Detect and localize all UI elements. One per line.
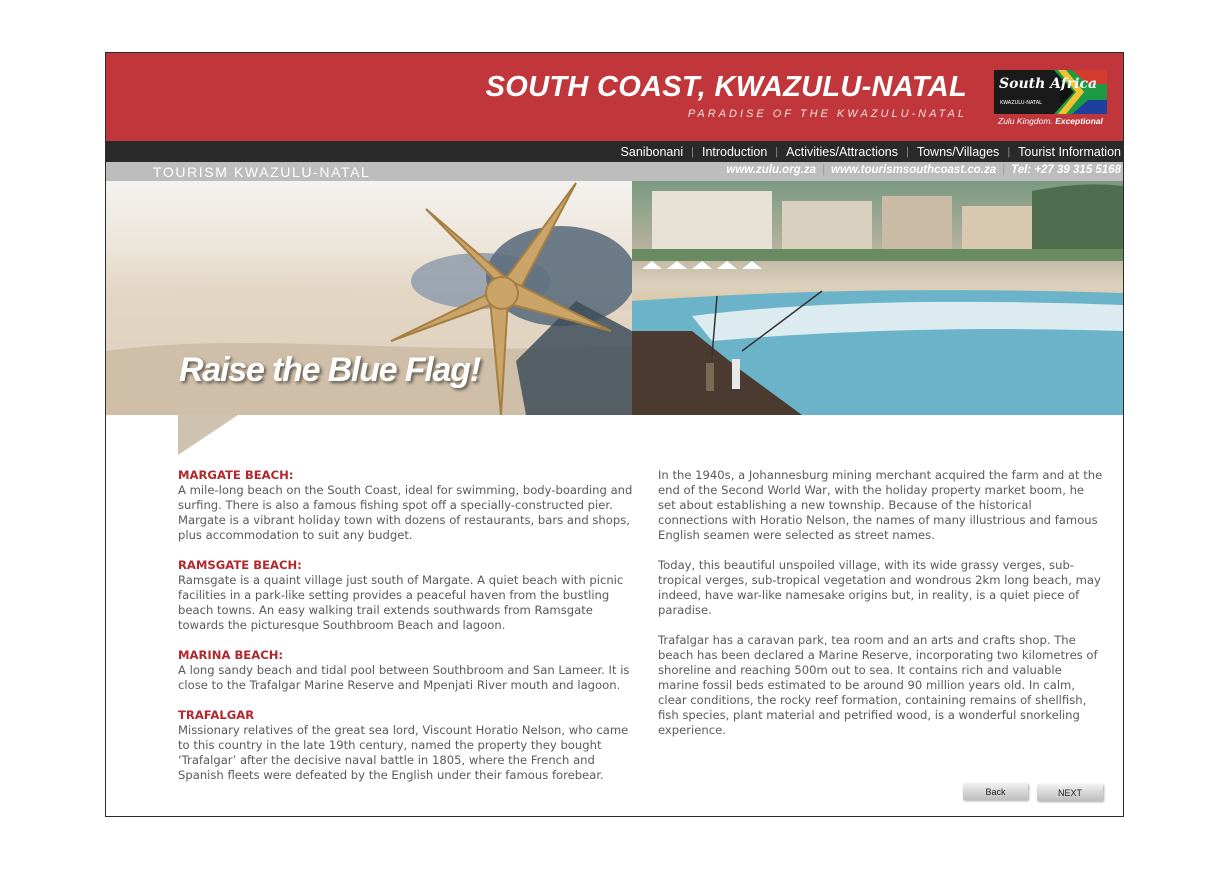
main-nav-bar <box>106 141 1123 162</box>
section-title: MARGATE BEACH: <box>178 468 294 482</box>
right-column <box>658 468 1104 753</box>
left-column <box>178 468 640 798</box>
nav-item-sanibonani[interactable]: Sanibonani <box>620 144 684 159</box>
nav-item-towns[interactable]: Towns/Villages <box>916 144 1000 159</box>
main-nav <box>621 141 1121 162</box>
header-banner <box>106 53 1123 141</box>
section-marina <box>178 648 640 693</box>
tagline-plain: Zulu Kingdom. <box>998 116 1053 126</box>
section-title: RAMSGATE BEACH: <box>178 558 302 572</box>
nav-separator: | <box>906 145 909 158</box>
contact-info <box>726 164 1121 176</box>
contact-separator: | <box>1002 164 1006 176</box>
section-body: A long sandy beach and tidal pool between Southbroom and San Lameer. It is close to the Trafalgar Marine Reserve and Mpenjati River mouth and lagoon. <box>178 663 630 692</box>
site-subtitle: PARADISE OF THE KWAZULU-NATAL <box>687 108 967 120</box>
hero-notch <box>178 415 238 459</box>
site-title: SOUTH COAST, KWAZULU-NATAL <box>485 71 967 103</box>
nav-separator: | <box>775 145 779 158</box>
section-ramsgate <box>178 558 640 633</box>
brochure-page <box>105 52 1124 817</box>
nav-separator: | <box>1007 145 1011 158</box>
section-body: Ramsgate is a quaint village just south of Margate. A quiet beach with picnic facilities in a park-like setting provides a peaceful haven from the bustling beach towns. An easy walking trail extends southwards from Ramsgate towards the picturesque Southbroom Beach and lagoon. <box>178 573 624 632</box>
nav-item-introduction[interactable]: Introduction <box>701 144 768 159</box>
tagline-bold: Exceptional <box>1055 116 1103 126</box>
contact-separator: | <box>822 164 826 176</box>
section-trafalgar <box>178 708 640 783</box>
section-title: TRAFALGAR <box>178 708 255 722</box>
section-body: A mile-long beach on the South Coast, ideal for swimming, body-boarding and surfing. There is also a famous fishing spot off a specially-constructed pier. Margate is a vibrant holiday town with dozens of restaurants, bars and shops, plus accommodation to suit any budget. <box>178 483 633 542</box>
beach-illustration <box>632 181 1123 415</box>
nav-separator: | <box>691 145 694 158</box>
website-link-2[interactable]: www.tourismsouthcoast.co.za <box>831 164 997 176</box>
section-margate <box>178 468 640 543</box>
hero-starfish-image <box>106 181 632 415</box>
hero-slogan: Raise the Blue Flag! <box>179 351 480 389</box>
logo-flag-box <box>994 70 1107 114</box>
content-area <box>106 415 1123 816</box>
hero-beach-image <box>632 181 1123 415</box>
logo-tagline <box>998 116 1103 126</box>
logo-wordmark: South Africa <box>999 76 1098 92</box>
logo-region: KWAZULU-NATAL <box>1000 100 1042 106</box>
back-button[interactable]: Back <box>963 783 1028 800</box>
nav-item-activities[interactable]: Activities/Attractions <box>786 144 898 159</box>
next-button[interactable]: NEXT <box>1037 784 1103 801</box>
org-name: TOURISM KWAZULU-NATAL <box>153 164 371 180</box>
phone-number: Tel: +27 39 315 5168 <box>1011 164 1121 176</box>
website-link-1[interactable]: www.zulu.org.za <box>726 164 817 176</box>
paragraph: Trafalgar has a caravan park, tea room and an arts and crafts shop. The beach has been declared a Marine Reserve, incorporating two kilometres of shoreline and reaching 500m out to sea. It contains rich and valuable marine fossil beds estimated to be around 90 million years old. In calm, clear conditions, the rocky reef formation, containing remains of shellfish, fish species, plant material and petrified wood, is a wonderful snorkeling experience. <box>658 633 1098 737</box>
paragraph: Today, this beautiful unspoiled village, with its wide grassy verges, sub-tropical verges, sub-tropical vegetation and wondrous 2km long beach, may indeed, have war-like namesake origins but, in reality, is a quiet piece of paradise. <box>658 558 1101 617</box>
south-africa-logo <box>994 70 1107 128</box>
section-title: MARINA BEACH: <box>178 648 284 662</box>
paragraph: In the 1940s, a Johannesburg mining merchant acquired the farm and at the end of the Second World War, with the holiday property market boom, he set about establishing a new township. Because of the historical connections with Horatio Nelson, the names of many illustrious and famous English seamen were selected as street names. <box>658 468 1103 542</box>
section-body: Missionary relatives of the great sea lord, Viscount Horatio Nelson, who came to this country in the late 19th century, named the property they bought ‘Trafalgar’ after the decisive naval battle in 1805, where the French and Spanish fleets were defeated by the English under their famous forebear. <box>178 723 629 782</box>
nav-item-tourist-info[interactable]: Tourist Information <box>1018 144 1121 159</box>
info-bar <box>106 162 1123 181</box>
